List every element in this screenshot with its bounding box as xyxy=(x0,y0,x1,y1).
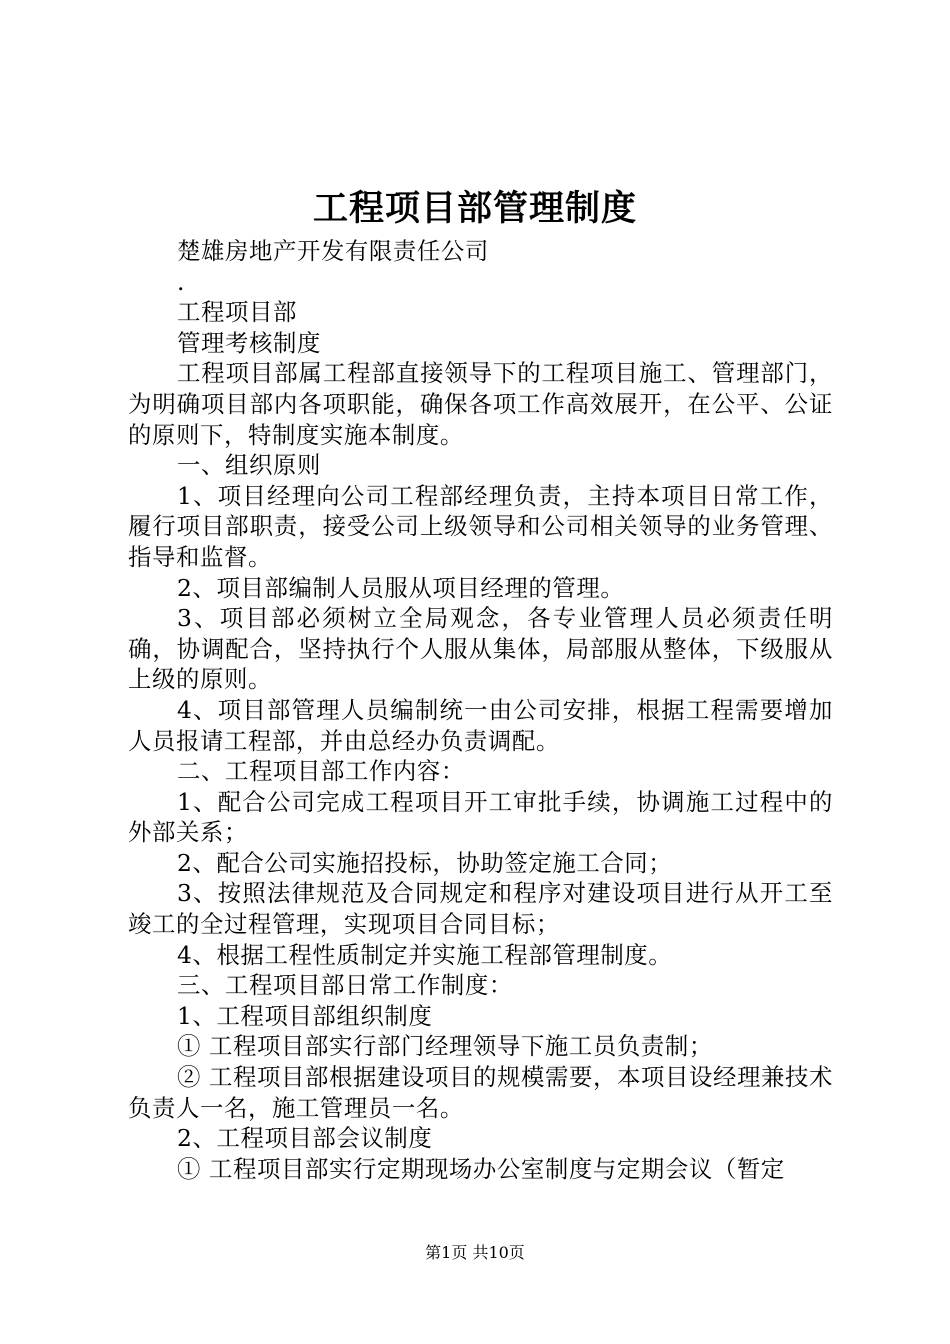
paragraph: 2、项目部编制人员服从项目经理的管理。 xyxy=(177,573,625,602)
paragraph: 4、根据工程性质制定并实施工程部管理制度。 xyxy=(177,940,673,969)
subsection-heading: 1、工程项目部组织制度 xyxy=(177,1001,433,1030)
paragraph: 1、配合公司完成工程项目开工审批手续，协调施工过程中的外部关系； xyxy=(128,787,833,847)
paragraph: 4、项目部管理人员编制统一由公司安排，根据工程需要增加人员报请工程部，并由总经办负责调配。 xyxy=(128,695,833,755)
subtitle: 管理考核制度 xyxy=(177,328,321,357)
section-heading: 一、组织原则 xyxy=(177,451,321,480)
section-heading: 三、工程项目部日常工作制度： xyxy=(177,971,513,1000)
document-title: 工程项目部管理制度 xyxy=(312,188,637,229)
section-heading: 二、工程项目部工作内容： xyxy=(177,757,465,786)
paragraph: 3、按照法律规范及合同规定和程序对建设项目进行从开工至竣工的全过程管理，实现项目合同目标； xyxy=(128,879,833,939)
intro-paragraph: 工程项目部属工程部直接领导下的工程项目施工、管理部门，为明确项目部内各项职能，确保各项工作高效展开，在公平、公证的原则下，特制度实施本制度。 xyxy=(128,359,833,449)
paragraph: 3、项目部必须树立全局观念，各专业管理人员必须责任明确，协调配合，坚持执行个人服从集体，局部服从整体，下级服从上级的原则。 xyxy=(128,604,833,694)
paragraph: 2、配合公司实施招投标，协助签定施工合同； xyxy=(177,848,673,877)
document-body xyxy=(128,236,833,1184)
paragraph: ① 工程项目部实行部门经理领导下施工员负责制； xyxy=(177,1032,713,1061)
separator-dot: . xyxy=(177,267,186,296)
subsection-heading: 2、工程项目部会议制度 xyxy=(177,1124,433,1153)
page-number-footer: 第1页 共10页 xyxy=(425,1243,525,1262)
paragraph: ① 工程项目部实行定期现场办公室制度与定期会议（暂定 xyxy=(177,1154,785,1183)
paragraph: 1、项目经理向公司工程部经理负责，主持本项目日常工作，履行项目部职责，接受公司上级领导和公司相关领导的业务管理、指导和监督。 xyxy=(128,481,833,571)
department-name: 工程项目部 xyxy=(177,298,297,327)
company-name: 楚雄房地产开发有限责任公司 xyxy=(177,237,489,265)
paragraph: ② 工程项目部根据建设项目的规模需要，本项目设经理兼技术负责人一名，施工管理员一名。 xyxy=(128,1063,833,1122)
